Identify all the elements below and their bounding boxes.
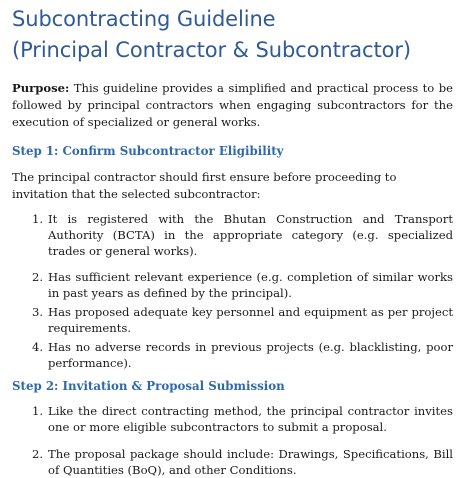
list-item-number: 2. — [32, 447, 44, 461]
list-item-number: 1. — [32, 212, 44, 226]
list-item — [12, 339, 453, 371]
title-line-1: Subcontracting Guideline — [12, 7, 276, 31]
list-item — [12, 211, 453, 259]
list-item-text: Has sufficient relevant experience (e.g. completion of similar works in past years as defined by the principal). — [48, 270, 453, 300]
list-item-text: Like the direct contracting method, the principal contractor invites one or more eligible subcontractors to submit a proposal. — [48, 404, 453, 434]
list-item-number: 2. — [32, 270, 44, 284]
step1-heading: Step 1: Confirm Subcontractor Eligibility — [12, 144, 284, 158]
step1-list — [12, 211, 453, 371]
step2-heading: Step 2: Invitation & Proposal Submission — [12, 379, 285, 393]
list-item-text: It is registered with the Bhutan Construction and Transport Authority (BCTA) in the appropriate category (e.g. specialized trades or general works). — [48, 212, 453, 258]
page-title — [12, 4, 453, 66]
purpose-label: Purpose: — [12, 81, 70, 95]
list-item — [12, 269, 453, 301]
list-item-number: 3. — [32, 305, 44, 319]
list-item — [12, 304, 453, 336]
list-item-number: 4. — [32, 340, 44, 354]
document-page — [12, 4, 453, 478]
title-line-2: (Principal Contractor & Subcontractor) — [12, 38, 411, 62]
step1-intro: The principal contractor should first ensure before proceeding to invitation that the selected subcontractor: — [12, 170, 397, 201]
step2-list — [12, 403, 453, 478]
list-item-text: The proposal package should include: Drawings, Specifications, Bill of Quantities (BoQ), and other Conditions. — [48, 447, 453, 477]
list-item — [12, 403, 453, 435]
purpose-paragraph — [12, 80, 453, 131]
purpose-text: This guideline provides a simplified and practical process to be followed by principal contractors when engaging subcontractors for the execution of specialized or general works. — [12, 81, 453, 129]
list-item — [12, 446, 453, 478]
list-item-text: Has no adverse records in previous projects (e.g. blacklisting, poor performance). — [48, 340, 453, 370]
list-item-number: 1. — [32, 404, 44, 418]
list-item-text: Has proposed adequate key personnel and equipment as per project requirements. — [48, 305, 453, 335]
